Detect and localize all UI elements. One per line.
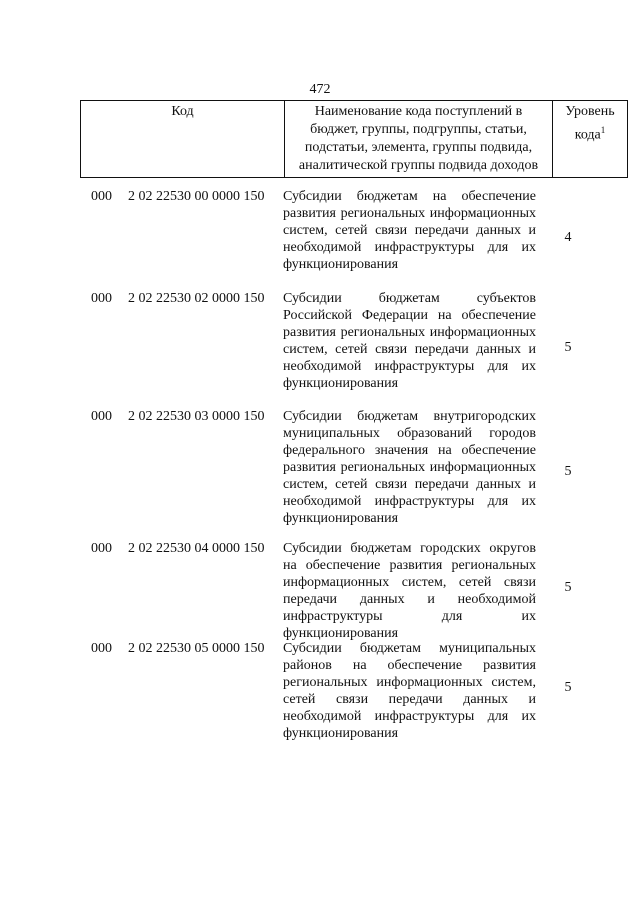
code-level: 5 (564, 464, 572, 479)
header-level-line2: кода (574, 127, 601, 143)
table-row (80, 188, 600, 290)
income-code: 2 02 22530 03 0000 150 (128, 409, 265, 424)
header-name: Наименование кода поступлений в бюджет, группы, подгруппы, статьи, подстатьи, элемента, группы подвида, аналитической группы подвида доходов (285, 101, 553, 178)
code-prefix: 000 (91, 291, 112, 306)
income-code: 2 02 22530 05 0000 150 (128, 641, 265, 656)
table-row (80, 640, 600, 742)
table-row (80, 290, 600, 408)
income-code: 2 02 22530 00 0000 150 (128, 189, 265, 204)
code-prefix: 000 (91, 641, 112, 656)
page-number: 472 (309, 82, 331, 97)
table-header (80, 100, 628, 178)
code-description: Субсидии бюджетам субъектов Российской Федерации на обеспечение развития региональных информационных систем, сетей связи передачи данных и необходимой инфраструктуры для их функционирования (283, 291, 536, 391)
code-prefix: 000 (91, 541, 112, 556)
code-level: 5 (564, 680, 572, 695)
code-level: 5 (564, 580, 572, 595)
code-level: 5 (564, 340, 572, 355)
code-level: 4 (564, 230, 572, 245)
code-prefix: 000 (91, 409, 112, 424)
code-prefix: 000 (91, 189, 112, 204)
code-description: Субсидии бюджетам на обеспечение развития региональных информационных систем, сетей связи передачи данных и необходимой инфраструктуры для их функционирования (283, 189, 536, 272)
header-code: Код (81, 101, 285, 178)
header-level (553, 101, 628, 178)
code-description: Субсидии бюджетам муниципальных районов на обеспечение развития региональных информационных систем, сетей связи передачи данных и необходимой инфраструктуры для их функционирования (283, 641, 536, 741)
code-description: Субсидии бюджетам городских округов на обеспечение развития региональных информационных систем, сетей связи передачи данных и необходимой инфраструктуры для их функционирования (283, 541, 536, 641)
income-code: 2 02 22530 04 0000 150 (128, 541, 265, 556)
header-level-line1: Уровень (565, 104, 615, 119)
income-code: 2 02 22530 02 0000 150 (128, 291, 265, 306)
table-row (80, 540, 600, 640)
code-description: Субсидии бюджетам внутригородских муниципальных образований городов федерального значения на обеспечение развития региональных информационных систем, сетей связи передачи данных и необходимой инфраструктуры для их функционирования (283, 409, 536, 526)
header-level-footnote: 1 (600, 125, 606, 135)
table-row (80, 408, 600, 540)
